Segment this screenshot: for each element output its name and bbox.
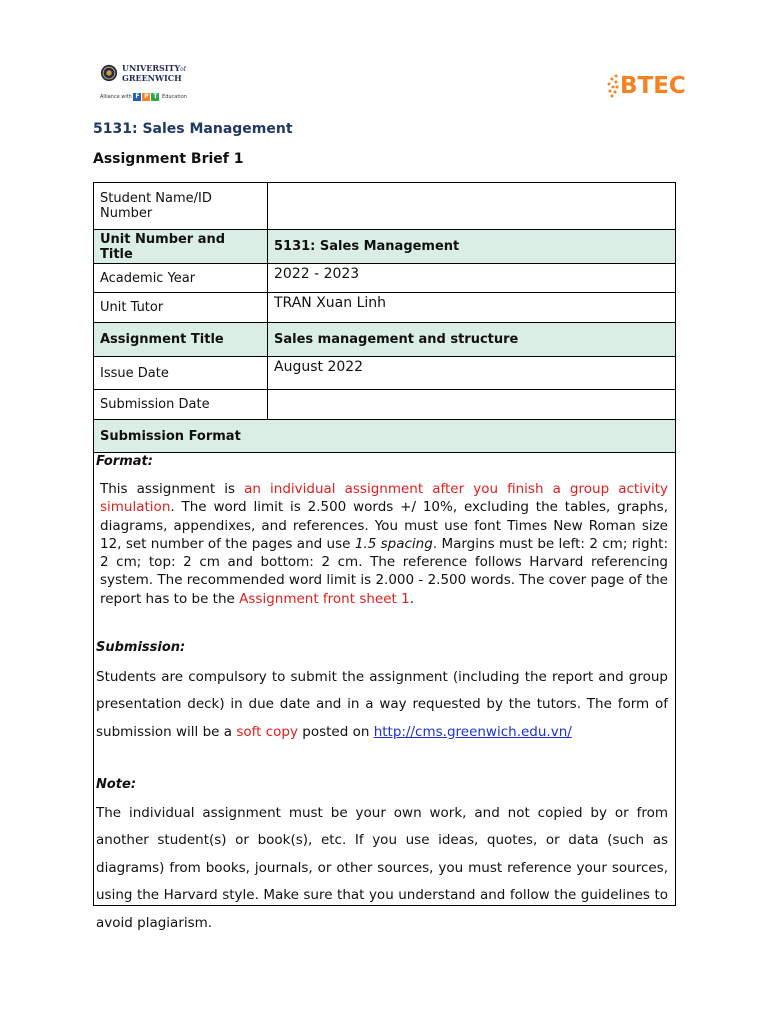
submission-date-row (94, 390, 676, 420)
cms-link[interactable]: http://cms.greenwich.edu.vn/ (373, 723, 572, 740)
unit-tutor-row (94, 293, 676, 323)
assignment-title-value: Sales management and structure (268, 323, 676, 357)
format-details-cell (94, 453, 676, 931)
academic-year-label: Academic Year (94, 264, 268, 293)
btec-logo: BTEC (607, 72, 693, 102)
unit-value: 5131: Sales Management (268, 230, 676, 264)
student-label: Student Name/ID Number (94, 183, 268, 230)
fpt-logo: F P T (135, 93, 158, 100)
unit-label: Unit Number and Title (94, 230, 268, 264)
academic-year-row (94, 264, 676, 293)
submission-paragraph: Students are compulsory to submit the assignment (including the report and group presentation deck) in due date and in a way requested by the tutors. The form of submission will be a soft copy posted on http://cms.greenwich.edu.vn/ (96, 669, 668, 740)
format-label: Format: (96, 454, 153, 469)
issue-date-label: Issue Date (94, 357, 268, 390)
submission-date-label: Submission Date (94, 390, 268, 420)
university-of-greenwich-logo (100, 62, 192, 106)
submission-format-row (94, 420, 676, 453)
assignment-title-label: Assignment Title (94, 323, 268, 357)
btec-dots-icon (607, 74, 619, 98)
unit-row (94, 230, 676, 264)
unit-tutor-label: Unit Tutor (94, 293, 268, 323)
greenwich-wordmark: UNIVERSITYof GREENWICH (122, 63, 187, 83)
alliance-line: Alliance with F P T Education (100, 93, 187, 100)
format-paragraph: This assignment is an individual assignment after you finish a group activity simulation. The word limit is 2.500 words +/ 10%, excluding the tables, graphs, diagrams, appendixes, and references. You must use font Times New Roman size 12, set number of the pages and use 1.5 spacing. Margins must be left: 2 cm; right: 2 cm; top: 2 cm and bottom: 2 cm. The reference follows Harvard referencing system. The recommended word limit is 2.000 - 2.500 words. The cover page of the report has to be the Assignment front sheet 1. (100, 481, 668, 607)
format-details-row (94, 453, 676, 906)
submission-date-value (268, 390, 676, 420)
student-row (94, 183, 676, 230)
assignment-brief-table (93, 182, 676, 931)
note-paragraph: The individual assignment must be your own work, and not copied by or from another student(s) or book(s), etc. If you use ideas, quotes, or data (such as diagrams) from books, journals, or other sources, you must reference your sources, using the Harvard style. Make sure that you understand and follow the guidelines to avoid plagiarism. (96, 805, 668, 931)
student-value (268, 183, 676, 230)
unit-heading: 5131: Sales Management (93, 121, 293, 137)
issue-date-value: August 2022 (268, 357, 676, 390)
assignment-title-row (94, 323, 676, 357)
issue-date-row (94, 357, 676, 390)
unit-tutor-value: TRAN Xuan Linh (268, 293, 676, 323)
note-label: Note: (96, 777, 137, 792)
submission-format-label: Submission Format (94, 420, 676, 453)
brief-heading: Assignment Brief 1 (93, 151, 244, 167)
submission-label: Submission: (96, 640, 186, 655)
academic-year-value: 2022 - 2023 (268, 264, 676, 293)
greenwich-crest-icon (100, 64, 118, 82)
